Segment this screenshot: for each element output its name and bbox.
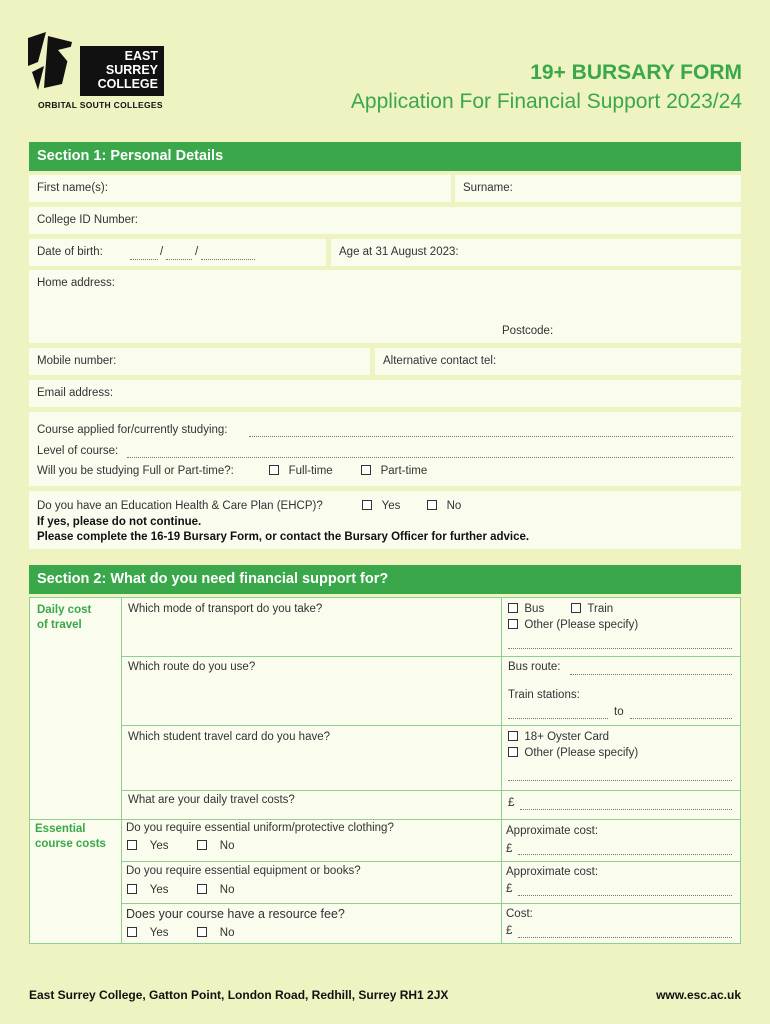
travel-card-question: Which student travel card do you have? — [128, 731, 331, 743]
ehcp-label: Do you have an Education Health & Care Plan (EHCP)? — [37, 500, 323, 512]
course-label: Course applied for/currently studying: — [37, 424, 228, 436]
uniform-yes-checkbox[interactable] — [127, 840, 137, 850]
email-field[interactable]: Email address: — [29, 380, 741, 407]
bus-option[interactable]: Bus — [508, 603, 544, 615]
alt-tel-field[interactable]: Alternative contact tel: — [375, 348, 741, 375]
full-part-label: Will you be studying Full or Part-time?: — [37, 465, 234, 477]
logo-wordmark: EAST SURREY COLLEGE — [80, 46, 164, 96]
uniform-no-checkbox[interactable] — [197, 840, 207, 850]
section1-heading: Section 1: Personal Details — [29, 142, 741, 171]
oyster-option[interactable]: 18+ Oyster Card — [508, 731, 609, 743]
level-input[interactable] — [127, 457, 733, 458]
home-address-field[interactable]: Home address: Postcode: — [29, 270, 741, 343]
college-logo — [28, 30, 178, 112]
equipment-cost-label: Approximate cost: — [506, 866, 599, 878]
ehcp-note-2: Please complete the 16-19 Bursary Form, or contact the Bursary Officer for further advice. — [37, 531, 530, 543]
route-question: Which route do you use? — [128, 661, 256, 673]
station-from-input[interactable] — [508, 718, 608, 719]
fee-cost-label: Cost: — [506, 908, 533, 920]
full-time-checkbox[interactable] — [269, 465, 279, 475]
other-transport-option[interactable]: Other (Please specify) — [508, 619, 638, 631]
bus-checkbox[interactable] — [508, 603, 518, 613]
postcode-label: Postcode: — [502, 325, 554, 337]
fee-yes-option[interactable]: Yes — [127, 927, 169, 939]
equipment-no-option[interactable]: No — [197, 884, 234, 896]
fee-no-option[interactable]: No — [197, 927, 234, 939]
equipment-cost-input[interactable] — [518, 895, 732, 896]
full-time-option[interactable]: Full-time — [269, 465, 333, 477]
dob-field[interactable]: Date of birth: / / — [29, 239, 326, 266]
train-checkbox[interactable] — [571, 603, 581, 613]
ehcp-note-1: If yes, please do not continue. — [37, 516, 202, 528]
resource-fee-question: Does your course have a resource fee? — [126, 907, 345, 921]
ehcp-no-checkbox[interactable] — [427, 500, 437, 510]
fee-no-checkbox[interactable] — [197, 927, 207, 937]
course-input[interactable] — [249, 436, 733, 437]
logo-subtitle: ORBITAL SOUTH COLLEGES — [38, 100, 163, 110]
daily-cost-input[interactable] — [520, 809, 732, 810]
form-subtitle: Application For Financial Support 2023/24 — [350, 90, 742, 113]
other-card-option[interactable]: Other (Please specify) — [508, 747, 638, 759]
travel-cost-label: Daily cost of travel — [37, 604, 92, 631]
ehcp-block — [29, 491, 741, 549]
pound-sign: £ — [508, 797, 515, 809]
dob-day-line — [130, 259, 158, 260]
equipment-no-checkbox[interactable] — [197, 884, 207, 894]
daily-cost-question: What are your daily travel costs? — [128, 794, 295, 806]
equipment-yes-checkbox[interactable] — [127, 884, 137, 894]
pound-sign: £ — [506, 843, 513, 855]
uniform-cost-input[interactable] — [518, 854, 732, 855]
train-option[interactable]: Train — [571, 603, 613, 615]
ehcp-yes-option[interactable]: Yes — [362, 500, 400, 512]
equipment-yes-option[interactable]: Yes — [127, 884, 169, 896]
uniform-no-option[interactable]: No — [197, 840, 234, 852]
station-to-input[interactable] — [630, 718, 732, 719]
uniform-yes-option[interactable]: Yes — [127, 840, 169, 852]
other-card-input[interactable] — [508, 780, 732, 781]
section2-heading: Section 2: What do you need financial support for? — [29, 565, 741, 594]
part-time-checkbox[interactable] — [361, 465, 371, 475]
essential-costs-label: Essential course costs — [35, 823, 106, 850]
footer-website[interactable]: www.esc.ac.uk — [656, 988, 741, 1002]
to-label: to — [614, 706, 624, 718]
dob-separator: / — [195, 246, 199, 258]
dob-separator: / — [160, 246, 164, 258]
course-block — [29, 412, 741, 486]
age-field[interactable]: Age at 31 August 2023: — [331, 239, 741, 266]
uniform-cost-label: Approximate cost: — [506, 825, 599, 837]
ehcp-no-option[interactable]: No — [427, 500, 461, 512]
uniform-question: Do you require essential uniform/protective clothing? — [126, 822, 394, 834]
transport-question: Which mode of transport do you take? — [128, 603, 323, 615]
part-time-option[interactable]: Part-time — [361, 465, 427, 477]
college-id-field[interactable]: College ID Number: — [29, 207, 741, 234]
mobile-field[interactable]: Mobile number: — [29, 348, 370, 375]
form-title: 19+ BURSARY FORM — [530, 61, 742, 84]
footer-address: East Surrey College, Gatton Point, London Road, Redhill, Surrey RH1 2JX — [29, 988, 449, 1002]
logo-mark-icon — [28, 32, 86, 94]
other-transport-input[interactable] — [508, 648, 732, 649]
level-label: Level of course: — [37, 445, 119, 457]
other-card-checkbox[interactable] — [508, 747, 518, 757]
first-name-field[interactable]: First name(s): — [29, 175, 451, 202]
dob-year-line — [201, 259, 255, 260]
bus-route-input[interactable] — [570, 674, 732, 675]
pound-sign: £ — [506, 883, 513, 895]
other-transport-checkbox[interactable] — [508, 619, 518, 629]
surname-field[interactable]: Surname: — [455, 175, 741, 202]
oyster-checkbox[interactable] — [508, 731, 518, 741]
pound-sign: £ — [506, 925, 513, 937]
dob-month-line — [166, 259, 192, 260]
bus-route-label: Bus route: — [508, 661, 561, 673]
fee-cost-input[interactable] — [518, 937, 732, 938]
equipment-question: Do you require essential equipment or books? — [126, 865, 361, 877]
fee-yes-checkbox[interactable] — [127, 927, 137, 937]
ehcp-yes-checkbox[interactable] — [362, 500, 372, 510]
financial-support-table — [29, 597, 741, 944]
train-stations-label: Train stations: — [508, 689, 580, 701]
